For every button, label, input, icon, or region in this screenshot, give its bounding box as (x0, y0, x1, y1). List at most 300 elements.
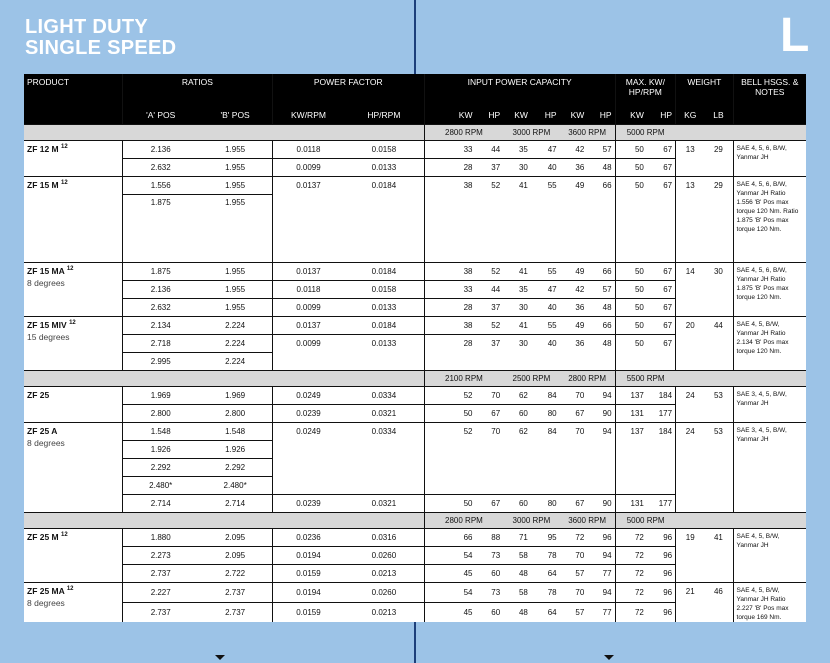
table-cell: 44 (475, 280, 503, 298)
table-cell: 36 (560, 334, 588, 352)
table-cell: 33 (424, 280, 475, 298)
header-lb: LB (704, 107, 733, 124)
table-row (24, 386, 806, 404)
table-cell: 2.737 (123, 564, 199, 582)
table-cell: 0.0334 (344, 386, 424, 404)
table-cell: 0.0239 (272, 494, 344, 512)
table-cell (503, 194, 531, 262)
table-cell: 72 (615, 546, 647, 564)
table-cell: 48 (587, 334, 615, 352)
table-cell: 0.0184 (344, 262, 424, 280)
table-cell: 0.0137 (272, 176, 344, 194)
table-cell: 137 (615, 422, 647, 440)
scroll-down-arrow-icon (604, 655, 614, 660)
rpm-label: 2800 RPM (560, 370, 615, 386)
table-cell: 49 (560, 316, 588, 334)
table-cell: 80 (531, 404, 560, 422)
table-cell: 60 (475, 602, 503, 621)
table-cell (560, 440, 588, 458)
table-cell: 36 (560, 158, 588, 176)
table-cell: 58 (503, 546, 531, 564)
header-kw: KW (560, 107, 588, 124)
header-hp: HP (531, 107, 560, 124)
table-cell: 37 (475, 334, 503, 352)
table-cell: 66 (587, 316, 615, 334)
table-cell: 67 (560, 494, 588, 512)
product-name-cell (24, 176, 123, 262)
spec-table-body (24, 124, 806, 622)
table-cell: 131 (615, 404, 647, 422)
table-cell: 1.969 (198, 386, 272, 404)
table-cell: 1.556 (123, 176, 199, 194)
table-cell: 67 (647, 140, 676, 158)
table-cell (587, 194, 615, 262)
table-cell (503, 476, 531, 494)
table-cell (647, 194, 676, 262)
table-cell: 67 (647, 334, 676, 352)
table-cell: 62 (503, 386, 531, 404)
table-cell (615, 352, 647, 370)
table-cell: 33 (424, 140, 475, 158)
table-cell: 0.0099 (272, 158, 344, 176)
table-cell: 67 (560, 404, 588, 422)
table-cell: 52 (424, 386, 475, 404)
table-cell: 0.0316 (344, 528, 424, 546)
table-cell (475, 458, 503, 476)
table-cell: 184 (647, 422, 676, 440)
table-cell (647, 352, 676, 370)
table-cell: 1.955 (198, 176, 272, 194)
table-cell: 2.737 (198, 582, 272, 602)
table-cell: 90 (587, 494, 615, 512)
header-bell: BELL HSGS. & NOTES (733, 74, 806, 107)
table-cell: 70 (560, 546, 588, 564)
bell-housing-notes: SAE 4, 5, B/W, Yanmar JH Ratio 2.134 'B' Pos max torque 120 Nm. (733, 316, 806, 370)
table-cell: 66 (587, 176, 615, 194)
rpm-blank (676, 512, 806, 528)
table-cell (560, 476, 588, 494)
table-cell: 70 (560, 582, 588, 602)
rpm-label: 5500 RPM (615, 370, 676, 386)
table-cell: 47 (531, 140, 560, 158)
table-cell: 0.0099 (272, 298, 344, 316)
table-cell: 1.875 (123, 194, 199, 262)
bell-housing-notes: SAE 4, 5, 6, B/W, Yanmar JH Ratio 1.556 'B' Pos max torque 120 Nm. Ratio 1.875 'B' Pos max torque 120 Nm. (733, 176, 806, 262)
table-cell: 35 (503, 140, 531, 158)
product-angle: 8 degrees (27, 277, 65, 288)
table-cell: 1.548 (198, 422, 272, 440)
table-cell: 1.955 (198, 262, 272, 280)
table-cell: 131 (615, 494, 647, 512)
table-cell: 62 (503, 422, 531, 440)
table-cell: 2.136 (123, 280, 199, 298)
table-cell: 0.0194 (272, 582, 344, 602)
table-cell: 40 (531, 298, 560, 316)
weight-kg: 13 (676, 140, 705, 176)
table-cell: 37 (475, 158, 503, 176)
table-cell (475, 352, 503, 370)
table-cell: 28 (424, 334, 475, 352)
table-cell: 28 (424, 158, 475, 176)
rpm-label: 3000 RPM (503, 512, 559, 528)
table-cell: 1.955 (198, 158, 272, 176)
table-cell: 2.224 (198, 334, 272, 352)
weight-lb: 41 (704, 528, 733, 582)
product-angle: 8 degrees (27, 437, 65, 448)
table-row (24, 176, 806, 194)
table-cell (424, 352, 475, 370)
rpm-label: 3000 RPM (503, 124, 559, 140)
table-cell: 78 (531, 582, 560, 602)
scroll-down-arrow-icon (215, 655, 225, 660)
table-cell: 2.480* (198, 476, 272, 494)
table-cell: 0.0194 (272, 546, 344, 564)
product-angle: 8 degrees (27, 597, 65, 608)
table-cell: 2.273 (123, 546, 199, 564)
table-row (24, 262, 806, 280)
table-cell: 1.548 (123, 422, 199, 440)
header-product-sub (24, 107, 123, 124)
rpm-label: 2100 RPM (424, 370, 503, 386)
table-row (24, 316, 806, 334)
table-cell: 0.0213 (344, 602, 424, 621)
table-cell: 94 (587, 582, 615, 602)
product-superscript: 12 (69, 319, 76, 326)
table-cell: 35 (503, 280, 531, 298)
table-cell: 57 (560, 602, 588, 621)
table-cell: 77 (587, 602, 615, 621)
table-cell: 50 (615, 140, 647, 158)
table-cell: 28 (424, 298, 475, 316)
header-kw: KW (503, 107, 531, 124)
table-cell: 41 (503, 176, 531, 194)
table-cell: 1.955 (198, 140, 272, 158)
table-cell: 67 (475, 404, 503, 422)
table-cell (272, 458, 344, 476)
rpm-label: 5000 RPM (615, 512, 676, 528)
table-cell: 57 (587, 280, 615, 298)
product-name-cell (24, 316, 123, 370)
table-cell: 2.632 (123, 158, 199, 176)
title-line-1: LIGHT DUTY (25, 16, 148, 38)
table-cell (531, 458, 560, 476)
table-cell: 0.0321 (344, 494, 424, 512)
table-cell: 2.722 (198, 564, 272, 582)
table-cell (503, 458, 531, 476)
table-cell: 0.0249 (272, 386, 344, 404)
spec-table (24, 74, 806, 622)
table-cell: 0.0158 (344, 140, 424, 158)
table-cell: 2.714 (123, 494, 199, 512)
weight-kg: 19 (676, 528, 705, 582)
table-cell: 54 (424, 582, 475, 602)
header-kw-rpm: KW/RPM (272, 107, 344, 124)
table-cell (475, 476, 503, 494)
table-cell (272, 352, 344, 370)
table-cell: 2.995 (123, 352, 199, 370)
table-cell: 50 (424, 494, 475, 512)
header-hp-rpm: HP/RPM (344, 107, 424, 124)
table-cell: 52 (475, 262, 503, 280)
weight-kg: 20 (676, 316, 705, 370)
table-cell: 70 (560, 422, 588, 440)
table-cell (615, 458, 647, 476)
bell-housing-notes: SAE 4, 5, B/W, Yanmar JH Ratio 2.227 'B' Pos max torque 169 Nm. (733, 582, 806, 622)
table-cell (647, 440, 676, 458)
table-cell: 67 (647, 298, 676, 316)
table-cell: 1.926 (198, 440, 272, 458)
table-cell: 1.926 (123, 440, 199, 458)
weight-lb: 53 (704, 422, 733, 512)
table-cell: 0.0133 (344, 334, 424, 352)
weight-lb: 30 (704, 262, 733, 316)
header-power-factor: POWER FACTOR (272, 74, 424, 107)
table-cell: 94 (587, 386, 615, 404)
table-cell: 96 (647, 564, 676, 582)
product-angle: 15 degrees (27, 331, 70, 342)
bell-housing-notes: SAE 4, 5, 6, B/W, Yanmar JH (733, 140, 806, 176)
table-cell: 0.0260 (344, 582, 424, 602)
table-cell: 177 (647, 404, 676, 422)
header-product: PRODUCT (24, 74, 123, 107)
table-cell: 50 (615, 262, 647, 280)
table-cell: 177 (647, 494, 676, 512)
weight-kg: 14 (676, 262, 705, 316)
rpm-header-row (24, 124, 806, 140)
table-cell: 57 (587, 140, 615, 158)
product-name: ZF 15 MIV (27, 319, 67, 330)
rpm-label: 3600 RPM (560, 124, 615, 140)
rpm-label: 2800 RPM (424, 124, 503, 140)
table-cell: 60 (503, 494, 531, 512)
table-cell: 2.737 (198, 602, 272, 621)
table-cell (503, 352, 531, 370)
table-cell: 0.0158 (344, 280, 424, 298)
table-cell: 45 (424, 564, 475, 582)
table-cell: 0.0099 (272, 334, 344, 352)
table-cell: 48 (587, 158, 615, 176)
table-cell: 2.800 (123, 404, 199, 422)
table-cell (560, 352, 588, 370)
weight-kg: 13 (676, 176, 705, 262)
table-cell: 48 (587, 298, 615, 316)
table-cell: 42 (560, 140, 588, 158)
rpm-blank (676, 370, 806, 386)
product-superscript: 12 (66, 265, 74, 272)
table-cell: 184 (647, 386, 676, 404)
header-bell-sub (733, 107, 806, 124)
table-row (24, 140, 806, 158)
header-max-kw: KW (615, 107, 647, 124)
table-cell (424, 476, 475, 494)
table-cell: 52 (475, 176, 503, 194)
table-cell: 41 (503, 316, 531, 334)
weight-kg: 24 (676, 422, 705, 512)
table-cell (344, 440, 424, 458)
table-cell: 55 (531, 262, 560, 280)
table-cell: 41 (503, 262, 531, 280)
table-cell: 2.134 (123, 316, 199, 334)
table-cell: 2.224 (198, 352, 272, 370)
table-cell: 73 (475, 582, 503, 602)
table-cell (344, 476, 424, 494)
table-cell: 2.480* (123, 476, 199, 494)
header-hp: HP (587, 107, 615, 124)
table-cell: 96 (647, 602, 676, 621)
table-cell: 2.095 (198, 528, 272, 546)
table-cell (615, 440, 647, 458)
table-cell: 30 (503, 334, 531, 352)
table-cell: 2.737 (123, 602, 199, 621)
title-line-2: SINGLE SPEED (25, 37, 177, 59)
table-cell (560, 458, 588, 476)
table-cell: 70 (475, 422, 503, 440)
table-row (24, 422, 806, 440)
page-title (25, 17, 176, 59)
table-cell (560, 194, 588, 262)
table-cell: 66 (424, 528, 475, 546)
table-cell: 55 (531, 316, 560, 334)
bell-housing-notes: SAE 3, 4, 5, B/W, Yanmar JH (733, 386, 806, 422)
table-cell: 58 (503, 582, 531, 602)
weight-lb: 46 (704, 582, 733, 622)
table-cell: 60 (475, 564, 503, 582)
product-name: ZF 25 (27, 389, 50, 400)
table-cell: 45 (424, 602, 475, 621)
table-cell: 37 (475, 298, 503, 316)
rpm-header-row (24, 370, 806, 386)
table-cell: 64 (531, 602, 560, 621)
table-cell (587, 458, 615, 476)
product-name-cell (24, 386, 123, 422)
table-cell: 0.0249 (272, 422, 344, 440)
table-cell: 50 (615, 158, 647, 176)
table-cell: 2.632 (123, 298, 199, 316)
header-kg: KG (676, 107, 705, 124)
table-cell: 42 (560, 280, 588, 298)
weight-lb: 44 (704, 316, 733, 370)
table-cell: 0.0236 (272, 528, 344, 546)
product-name: ZF 15 MA (27, 265, 65, 276)
table-cell: 50 (615, 316, 647, 334)
weight-lb: 29 (704, 140, 733, 176)
table-cell: 67 (647, 176, 676, 194)
table-cell: 50 (615, 176, 647, 194)
table-cell: 64 (531, 564, 560, 582)
rpm-label: 2500 RPM (503, 370, 559, 386)
table-cell: 49 (560, 176, 588, 194)
header-b-pos: 'B' POS (198, 107, 272, 124)
table-cell: 2.714 (198, 494, 272, 512)
table-cell: 2.292 (198, 458, 272, 476)
table-cell: 48 (503, 602, 531, 621)
table-cell (587, 352, 615, 370)
product-name: ZF 12 M (27, 143, 59, 154)
table-cell: 44 (475, 140, 503, 158)
table-cell: 84 (531, 422, 560, 440)
table-cell: 0.0137 (272, 316, 344, 334)
table-cell: 96 (647, 546, 676, 564)
header-ratios: RATIOS (123, 74, 273, 107)
table-cell: 72 (615, 602, 647, 621)
table-cell: 2.224 (198, 316, 272, 334)
table-cell (531, 440, 560, 458)
product-name: ZF 25 MA (27, 585, 65, 596)
header-max-hp: HP (647, 107, 676, 124)
table-cell: 70 (475, 386, 503, 404)
table-cell (344, 194, 424, 262)
table-cell: 0.0321 (344, 404, 424, 422)
table-cell: 2.095 (198, 546, 272, 564)
product-superscript: 12 (61, 531, 68, 538)
product-superscript: 12 (66, 585, 74, 592)
table-cell (424, 440, 475, 458)
table-cell: 0.0184 (344, 316, 424, 334)
table-cell: 96 (647, 582, 676, 602)
table-cell: 55 (531, 176, 560, 194)
product-name-cell (24, 422, 123, 512)
table-cell: 38 (424, 176, 475, 194)
weight-lb: 53 (704, 386, 733, 422)
table-cell: 0.0118 (272, 140, 344, 158)
table-cell: 1.880 (123, 528, 199, 546)
table-cell (475, 440, 503, 458)
rpm-blank (24, 124, 424, 140)
table-cell: 0.0239 (272, 404, 344, 422)
table-cell (615, 476, 647, 494)
table-cell (647, 458, 676, 476)
bell-housing-notes: SAE 4, 5, B/W, Yanmar JH (733, 528, 806, 582)
table-cell (424, 458, 475, 476)
product-name-cell (24, 582, 123, 622)
table-cell: 52 (475, 316, 503, 334)
header-input-power: INPUT POWER CAPACITY (424, 74, 615, 107)
table-row (24, 582, 806, 602)
table-cell (424, 194, 475, 262)
table-cell (531, 352, 560, 370)
table-cell: 67 (475, 494, 503, 512)
rpm-header-row (24, 512, 806, 528)
table-cell: 72 (615, 564, 647, 582)
table-cell (587, 440, 615, 458)
product-superscript: 12 (61, 179, 68, 186)
header-kw: KW (424, 107, 475, 124)
table-cell: 50 (424, 404, 475, 422)
table-cell: 1.955 (198, 280, 272, 298)
table-cell: 96 (647, 528, 676, 546)
table-cell: 94 (587, 422, 615, 440)
table-cell: 67 (647, 280, 676, 298)
table-cell: 40 (531, 158, 560, 176)
table-cell: 38 (424, 316, 475, 334)
weight-kg: 21 (676, 582, 705, 622)
header-a-pos: 'A' POS (123, 107, 199, 124)
table-cell (615, 194, 647, 262)
table-cell: 2.800 (198, 404, 272, 422)
table-cell: 40 (531, 334, 560, 352)
table-cell (503, 440, 531, 458)
product-name: ZF 25 M (27, 531, 59, 542)
table-cell (344, 458, 424, 476)
rpm-label: 2800 RPM (424, 512, 503, 528)
table-cell: 1.875 (123, 262, 199, 280)
table-cell: 60 (503, 404, 531, 422)
rpm-blank (24, 512, 424, 528)
rpm-label: 5000 RPM (615, 124, 676, 140)
table-cell: 0.0159 (272, 602, 344, 621)
table-cell: 80 (531, 494, 560, 512)
bell-housing-notes: SAE 3, 4, 5, B/W, Yanmar JH (733, 422, 806, 512)
